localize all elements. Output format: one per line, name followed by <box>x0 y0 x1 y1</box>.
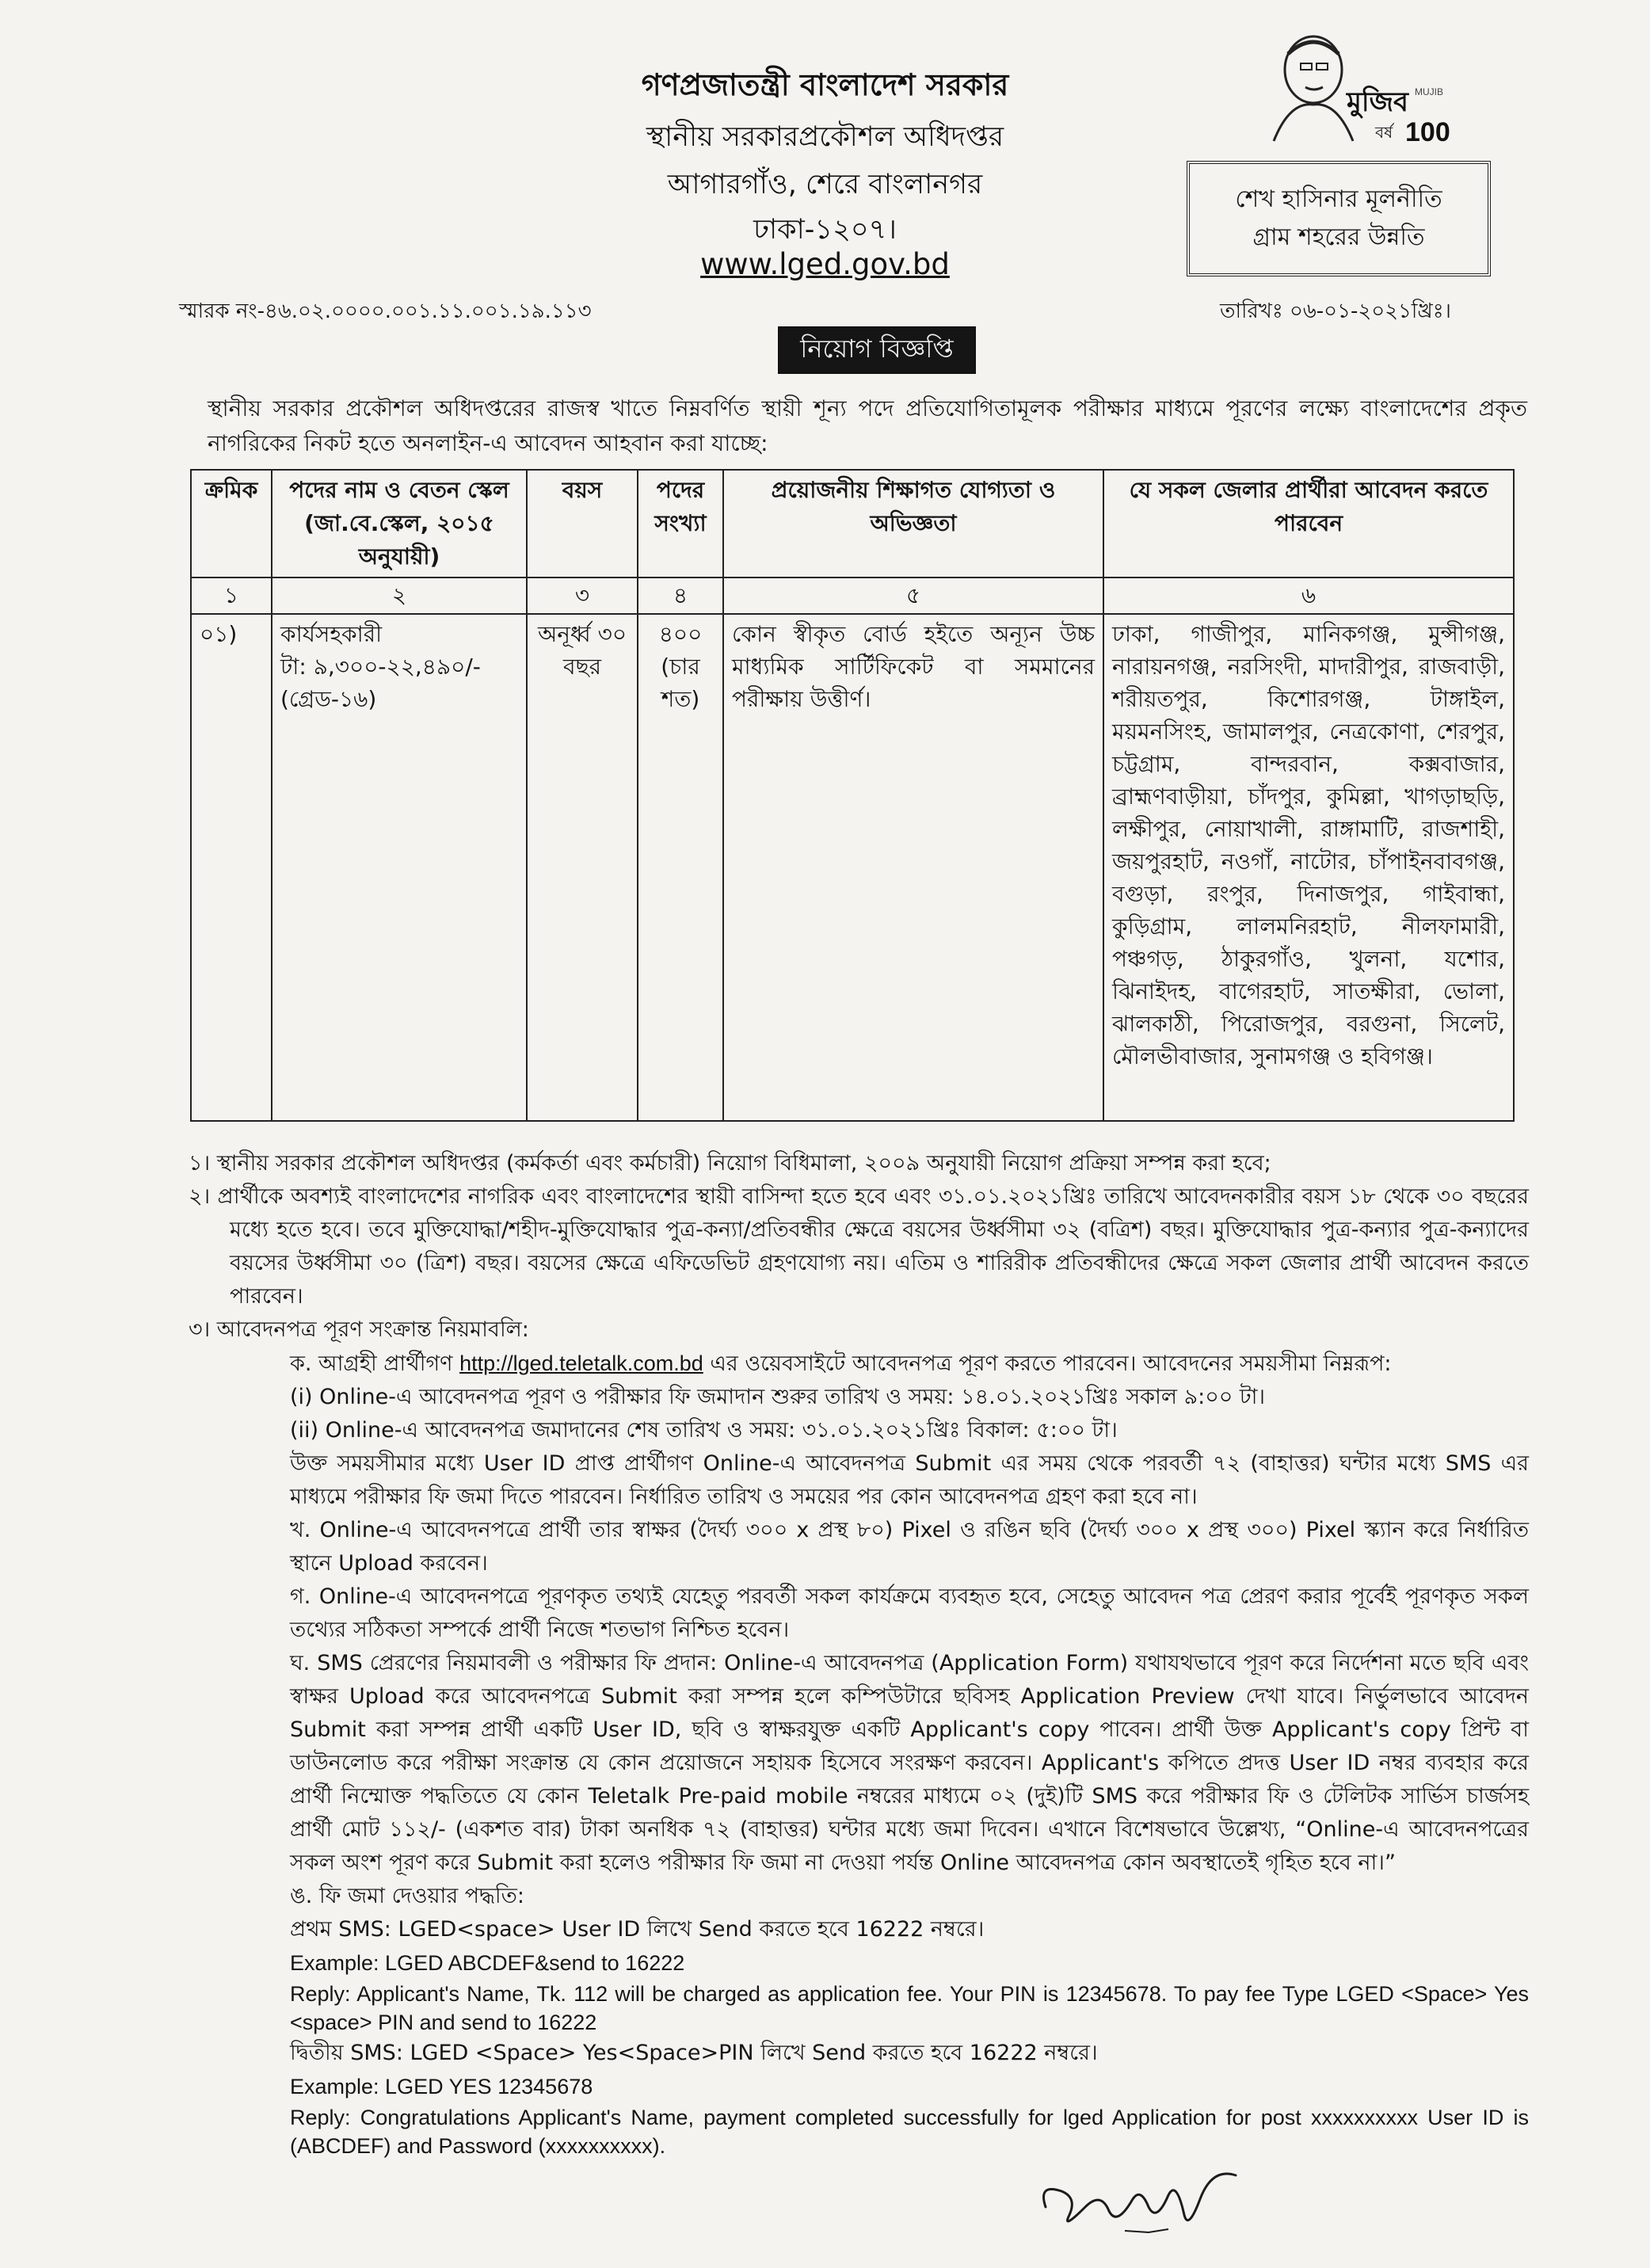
teletalk-link[interactable]: http://lged.teletalk.com.bd <box>459 1351 703 1375</box>
memo-number: স্মারক নং-৪৬.০২.০০০০.০০১.১১.০০১.১৯.১১৩ <box>179 299 592 323</box>
second-sms-reply: Reply: Congratulations Applicant's Name, payment completed successfully for lged Application for post xxxxxxxxxx User ID is (ABCDEF) and Password (xxxxxxxxxx). <box>290 2106 1529 2158</box>
rule-1: ১। স্থানীয় সরকার প্রকৌশল অধিদপ্তর (কর্মকর্তা এবং কর্মচারী) নিয়োগ বিধিমালা, ২০০৯ অনুযায়ী নিয়োগ প্রক্রিয়া সম্পন্ন করা হবে; <box>189 1151 1271 1176</box>
post-count-cell: ৪০০ (চার শত) <box>638 614 723 1121</box>
online-start: (i) Online-এ আবেদনপত্র পূরণ ও পরীক্ষার ফি জমাদান শুরুর তারিখ ও সময়: ১৪.০১.২০২১খ্রিঃ সকাল ৯:০০ টা। <box>290 1385 1266 1409</box>
column-number: ৬ <box>1103 577 1514 614</box>
qualification-cell: কোন স্বীকৃত বোর্ড হইতে অন্যূন উচ্চ মাধ্যমিক সার্টিফিকেট বা সমমানের পরীক্ষায় উত্তীর্ণ। <box>723 614 1103 1121</box>
column-number: ২ <box>272 577 527 614</box>
slogan-box <box>1187 161 1491 276</box>
table-row <box>191 614 1514 1121</box>
website-link[interactable]: www.lged.gov.bd <box>700 247 950 281</box>
slogan-line-1: শেখ হাসিনার মূলনীতি <box>1235 185 1442 213</box>
rule-3-ka-prefix: ক. আগ্রহী প্রার্থীগণ <box>290 1351 453 1376</box>
table-header-cell: পদের সংখ্যা <box>638 470 723 577</box>
rule-3-ga: গ. Online-এ আবেদনপত্রে পূরণকৃত তথ্যই যেহেতু পরবর্তী সকল কার্যক্রমে ব্যবহৃত হবে, সেহেতু আবেদন পত্র প্রেরণ করার পূর্বেই পূরণকৃত সকল তথ্যের সঠিকতা সম্পর্কে প্রার্থী নিজে শতভাগ নিশ্চিত হবেন। <box>290 1584 1529 1642</box>
column-number: ৪ <box>638 577 723 614</box>
column-number: ১ <box>191 577 272 614</box>
mujib-100-logo <box>1250 22 1456 157</box>
government-title: গণপ্রজাতন্ত্রী বাংলাদেশ সরকার <box>641 67 1009 102</box>
pay-scale: টা: ৯,৩০০-২২,৪৯০/- <box>280 654 481 680</box>
second-sms-example: Example: LGED YES 12345678 <box>290 2075 593 2098</box>
first-sms-example: Example: LGED ABCDEF&send to 16222 <box>290 1951 685 1975</box>
grade: (গ্রেড-১৬) <box>280 686 377 712</box>
table-header-cell: ক্রমিক <box>191 470 272 577</box>
rule-3-gha: ঘ. SMS প্রেরণের নিয়মাবলী ও পরীক্ষার ফি প্রদান: Online-এ আবেদনপত্র (Application Form) যথাযথভাবে পূরণ করে নির্দেশনা মতে ছবি এবং স্বাক্ষর Upload করে আবেদনপত্রে Submit করা সম্পন্ন হলে কম্পিউটারে ছবিসহ Application Preview দেখা যাবে। নির্ভুলভাবে আবেদন Submit করা সম্পন্ন প্রার্থী একটি User ID, ছবি ও স্বাক্ষরযুক্ত একটি Applicant's copy পাবেন। প্রার্থী উক্ত Applicant's copy প্রিন্ট বা ডাউনলোড করে পরীক্ষা সংক্রান্ত যে কোন প্রয়োজনে সহায়ক হিসেবে সংরক্ষণ করবেন। Applicant's কপিতে প্রদত্ত User ID নম্বর ব্যবহার করে প্রার্থী নিম্মোক্ত পদ্ধতিতে যে কোন Teletalk Pre-paid mobile নম্বরের মাধ্যমে ০২ (দুই)টি SMS করে পরীক্ষার ফি ও টেলিটক সার্ভিস চার্জসহ প্রার্থী মোট ১১২/- (একশত বার) টাকা অনধিক ৭২ (বাহাত্তর) ঘন্টার মধ্যে জমা দিবেন। এখানে বিশেষভাবে উল্লেখ্য, “Online-এ আবেদনপত্রের সকল অংশ পূরণ করে Submit করা হলেও পরীক্ষার ফি জমা না দেওয়া পর্যন্ত Online আবেদনপত্র কোন অবস্থাতেই গৃহিত হবে না।” <box>290 1651 1529 1875</box>
address-line-1: আগারগাঁও, শেরে বাংলানগর <box>667 169 983 200</box>
signature <box>1030 2152 1252 2247</box>
vacancy-table <box>190 469 1515 1122</box>
post-name: কার্যসহকারী <box>280 621 383 647</box>
table-header-cell: বয়স <box>527 470 638 577</box>
second-sms: দ্বিতীয় SMS: LGED <Space> Yes<Space>PIN লিখে Send করতে হবে 16222 নম্বরে। <box>290 2041 1098 2065</box>
table-header-row <box>191 470 1514 577</box>
online-end: (ii) Online-এ আবেদনপত্র জমাদানের শেষ তারিখ ও সময়: ৩১.০১.২০২১খ্রিঃ বিকাল: ৫:০০ টা। <box>290 1418 1118 1443</box>
table-header-cell: প্রয়োজনীয় শিক্ষাগত যোগ্যতা ও অভিজ্ঞতা <box>723 470 1103 577</box>
serial-cell: ০১) <box>191 614 272 1121</box>
column-number: ৩ <box>527 577 638 614</box>
rule-3-ka-suffix: এর ওয়েবসাইটে আবেদনপত্র পূরণ করতে পারবেন। আবেদনের সময়সীমা নিম্নরূপ: <box>710 1351 1392 1376</box>
table-header-cell: পদের নাম ও বেতন স্কেল (জা.বে.স্কেল, ২০১৫ অনুযায়ী) <box>272 470 527 577</box>
column-number-row <box>191 577 1514 614</box>
rule-3-umo: ঙ. ফি জমা দেওয়ার পদ্ধতি: <box>290 1884 524 1908</box>
districts-cell: ঢাকা, গাজীপুর, মানিকগঞ্জ, মুন্সীগঞ্জ, নারায়নগঞ্জ, নরসিংদী, মাদারীপুর, রাজবাড়ী, শরীয়তপুর, কিশোরগঞ্জ, টাঙ্গাইল, ময়মনসিংহ, জামালপুর, নেত্রকোণা, শেরপুর, চট্টগ্রাম, বান্দরবান, কক্সবাজার, ব্রাহ্মণবাড়ীয়া, চাঁদপুর, কুমিল্লা, খাগড়াছড়ি, লক্ষীপুর, নোয়াখালী, রাঙ্গামাটি, রাজশাহী, জয়পুরহাট, নওগাঁ, নাটোর, চাঁপাইনবাবগঞ্জ, বগুড়া, রংপুর, দিনাজপুর, গাইবান্ধা, কুড়িগ্রাম, লালমনিরহাট, নীলফামারী, পঞ্চগড়, ঠাকুরগাঁও, খুলনা, যশোর, ঝিনাইদহ, বাগেরহাট, সাতক্ষীরা, ভোলা, ঝালকাঠী, পিরোজপুর, বরগুনা, সিলেট, মৌলভীবাজার, সুনামগঞ্জ ও হবিগঞ্জ। <box>1103 614 1514 1121</box>
address-line-2: ঢাকা-১২০৭। <box>753 214 897 246</box>
logo-text: মুজিব <box>1347 86 1408 118</box>
column-number: ৫ <box>723 577 1103 614</box>
rule-3-ka <box>189 1347 1529 1381</box>
intro-paragraph: স্থানীয় সরকার প্রকৌশল অধিদপ্তরের রাজস্ব খাতে নিম্নবর্ণিত স্থায়ী শূন্য পদে প্রতিযোগিতামূলক পরীক্ষার মাধ্যমে পূরণের লক্ষ্যে বাংলাদেশের প্রকৃত নাগরিকের নিকট হতে অনলাইন-এ আবেদন আহবান করা যাচ্ছে: <box>208 395 1527 456</box>
first-sms-reply: Reply: Applicant's Name, Tk. 112 will be charged as application fee. Your PIN is 12345678. To pay fee Type LGED <Space> Yes <space> PIN and send to 16222 <box>290 1982 1529 2034</box>
table-header-cell: যে সকল জেলার প্রার্থীরা আবেদন করতে পারবেন <box>1103 470 1514 577</box>
post-cell <box>272 614 527 1121</box>
rules-section <box>189 1147 1529 2160</box>
first-sms: প্রথম SMS: LGED<space> User ID লিখে Send করতে হবে 16222 নম্বরে। <box>290 1917 985 1942</box>
logo-text-en: MUJIB <box>1415 86 1443 97</box>
logo-sub: বর্ষ <box>1375 123 1393 142</box>
sms-window: উক্ত সময়সীমার মধ্যে User ID প্রাপ্ত প্রার্থীগণ Online-এ আবেদনপত্র Submit এর সময় থেকে পরবর্তী ৭২ (বাহাত্তর) ঘন্টার মধ্যে SMS এর মাধ্যমে পরীক্ষার ফি জমা দিতে পারবেন। নির্ধারিত তারিখ ও সময়ের পর কোন আবেদনপত্র গ্রহণ করা হবে না। <box>290 1451 1529 1509</box>
age-cell: অনূর্ধ্ব ৩০ বছর <box>527 614 638 1121</box>
logo-years: 100 <box>1405 117 1450 147</box>
department-name: স্থানীয় সরকারপ্রকৌশল অধিদপ্তর <box>646 121 1004 153</box>
rule-2: ২। প্রার্থীকে অবশ্যই বাংলাদেশের নাগরিক এবং বাংলাদেশের স্থায়ী বাসিন্দা হতে হবে এবং ৩১.০১.২০২১খ্রিঃ তারিখে আবেদনকারীর বয়স ১৮ থেকে ৩০ বছরের মধ্যে হতে হবে। তবে মুক্তিযোদ্ধা/শহীদ-মুক্তিযোদ্ধার পুত্র-কন্যা/প্রতিবন্ধীর ক্ষেত্রে বয়সের উর্ধ্বসীমা ৩২ (বত্রিশ) বছর। মুক্তিযোদ্ধার পুত্র-কন্যার পুত্র-কন্যাদের বয়সের উর্ধ্বসীমা ৩০ (ত্রিশ) বছর। বয়সের ক্ষেত্রে এফিডেভিট গ্রহণযোগ্য নয়। এতিম ও শারিরীক প্রতিবন্ধীদের ক্ষেত্রে সকল জেলার প্রার্থী আবেদন করতে পারবেন। <box>189 1184 1529 1309</box>
notice-date: তারিখঃ ০৬-০১-২০২১খ্রিঃ। <box>1220 299 1451 323</box>
slogan-line-2: গ্রাম শহরের উন্নতি <box>1252 223 1425 251</box>
rule-3-kha: খ. Online-এ আবেদনপত্রে প্রার্থী তার স্বাক্ষর (দৈর্ঘ্য ৩০০ x প্রস্থ ৮০) Pixel ও রঙিন ছবি (দৈর্ঘ্য ৩০০ x প্রস্থ ৩০০) Pixel স্ক্যান করে নির্ধারিত স্থানে Upload করবেন। <box>290 1518 1529 1576</box>
notice-title: নিয়োগ বিজ্ঞপ্তি <box>778 326 976 374</box>
rule-3: ৩। আবেদনপত্র পূরণ সংক্রান্ত নিয়মাবলি: <box>189 1317 529 1342</box>
